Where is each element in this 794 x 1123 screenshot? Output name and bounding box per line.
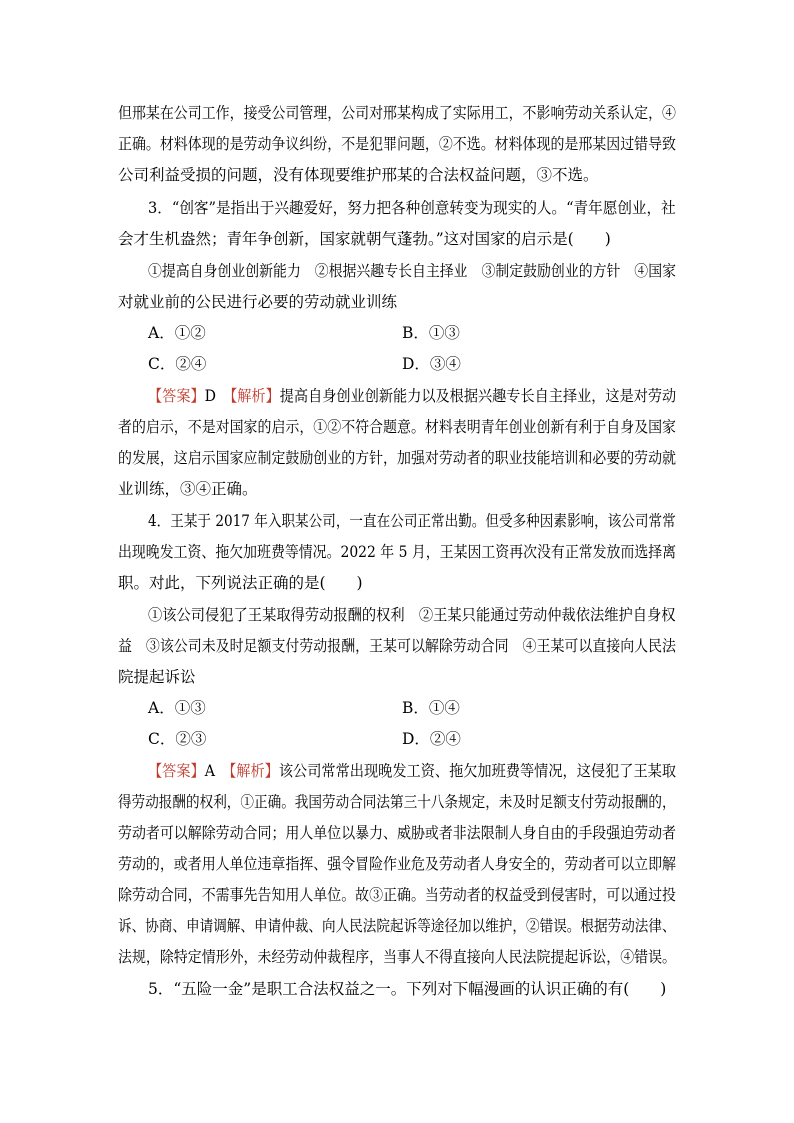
answer-value: A [204,762,216,780]
q4-stem-line-2: 出现晚发工资、拖欠加班费等情况。2022 年 5 月，王某因工资再次没有正常发放而选择离 [118,543,677,561]
q4-option-d: D．②④ [402,730,461,748]
q3-option-a: A．①② [148,324,206,342]
q3-analysis-line-2: 者的启示，不是对国家的启示，①②不符合题意。材料表明青年创业创新有利于自身及国家 [118,418,677,436]
q4-analysis-line-7: 法规，除特定情形外，未经劳动仲裁程序，当事人不得直接向人民法院提起诉讼，④错误。 [118,948,677,966]
q4-analysis-line-5: 除劳动合同，不需事先告知用人单位。故③正确。当劳动者的权益受到侵害时，可以通过投 [118,886,677,904]
q3-option-d: D．③④ [402,355,461,373]
q4-stem-line-1: 4．王某于 2017 年入职某公司，一直在公司正常出勤。但受多种因素影响，该公司常常 [148,512,676,530]
q3-option-c: C．②④ [148,355,207,373]
q4-answer-line [148,761,676,781]
intro-line-2: 正确。材料体现的是劳动争议纠纷，不是犯罪问题，②不选。材料体现的是邢某因过错导致 [118,135,677,153]
analysis-text: 该公司常常出现晚发工资、拖欠加班费等情况，这侵犯了王某取 [278,762,677,780]
q4-analysis-line-2: 得劳动报酬的权利，①正确。我国劳动合同法第三十八条规定，未及时足额支付劳动报酬的， [118,793,676,811]
q3-stem-line-1: 3．“创客”是指出于兴趣爱好，努力把各种创意转变为现实的人。“青年愿创业，社 [148,199,676,217]
q4-option-c: C．②③ [148,730,207,748]
q3-stem-line-2: 会才生机盎然；青年争创新，国家就朝气蓬勃。”这对国家的启示是( ) [118,230,611,248]
analysis-text: 提高自身创业创新能力以及根据兴趣专长自主择业，这是对劳动 [279,387,677,405]
q3-option-b: B．①③ [402,324,460,342]
q4-option-b: B．①④ [402,699,460,717]
q3-answer-line [148,386,676,406]
q4-option-a: A．①③ [148,699,206,717]
analysis-tag: 【解析】 [229,762,279,780]
q4-analysis-line-6: 诉、协商、申请调解、申请仲裁、向人民法院起诉等途径加以维护，②错误。根据劳动法律、 [118,917,676,935]
q3-items-line-1: ①提高自身创业创新能力 ②根据兴趣专长自主择业 ③制定鼓励创业的方针 ④国家 [148,262,676,280]
q4-items-line-1: ①该公司侵犯了王某取得劳动报酬的权利 ②王某只能通过劳动仲裁依法维护自身权 [148,606,676,624]
q4-analysis-line-4: 劳动的，或者用人单位违章指挥、强令冒险作业危及劳动者人身安全的，劳动者可以立即解 [118,855,677,873]
q3-items-line-2: 对就业前的公民进行必要的劳动就业训练 [118,293,398,311]
q4-analysis-line-3: 劳动者可以解除劳动合同；用人单位以暴力、威胁或者非法限制人身自由的手段强迫劳动者 [118,824,677,842]
answer-tag: 【答案】 [148,387,205,405]
analysis-tag: 【解析】 [230,387,280,405]
intro-line-1: 但邢某在公司工作，接受公司管理，公司对邢某构成了实际用工，不影响劳动关系认定，④ [118,104,677,122]
q3-analysis-line-4: 业训练，③④正确。 [118,480,258,498]
intro-line-3: 公司利益受损的问题，没有体现要维护邢某的合法权益问题，③不选。 [118,166,599,184]
answer-tag: 【答案】 [148,762,205,780]
q3-analysis-line-3: 的发展，这启示国家应制定鼓励创业的方针，加强对劳动者的职业技能培训和必要的劳动就 [118,449,677,467]
q4-stem-line-3: 职。对此，下列说法正确的是( ) [118,574,363,592]
q4-items-line-2: 益 ③该公司未及时足额支付劳动报酬，王某可以解除劳动合同 ④王某可以直接向人民法 [118,637,677,655]
q5-stem-line-1: 5．“五险一金”是职工合法权益之一。下列对下幅漫画的认识正确的有( ) [148,980,667,998]
answer-value: D [204,387,217,405]
q4-items-line-3: 院提起诉讼 [118,668,196,686]
